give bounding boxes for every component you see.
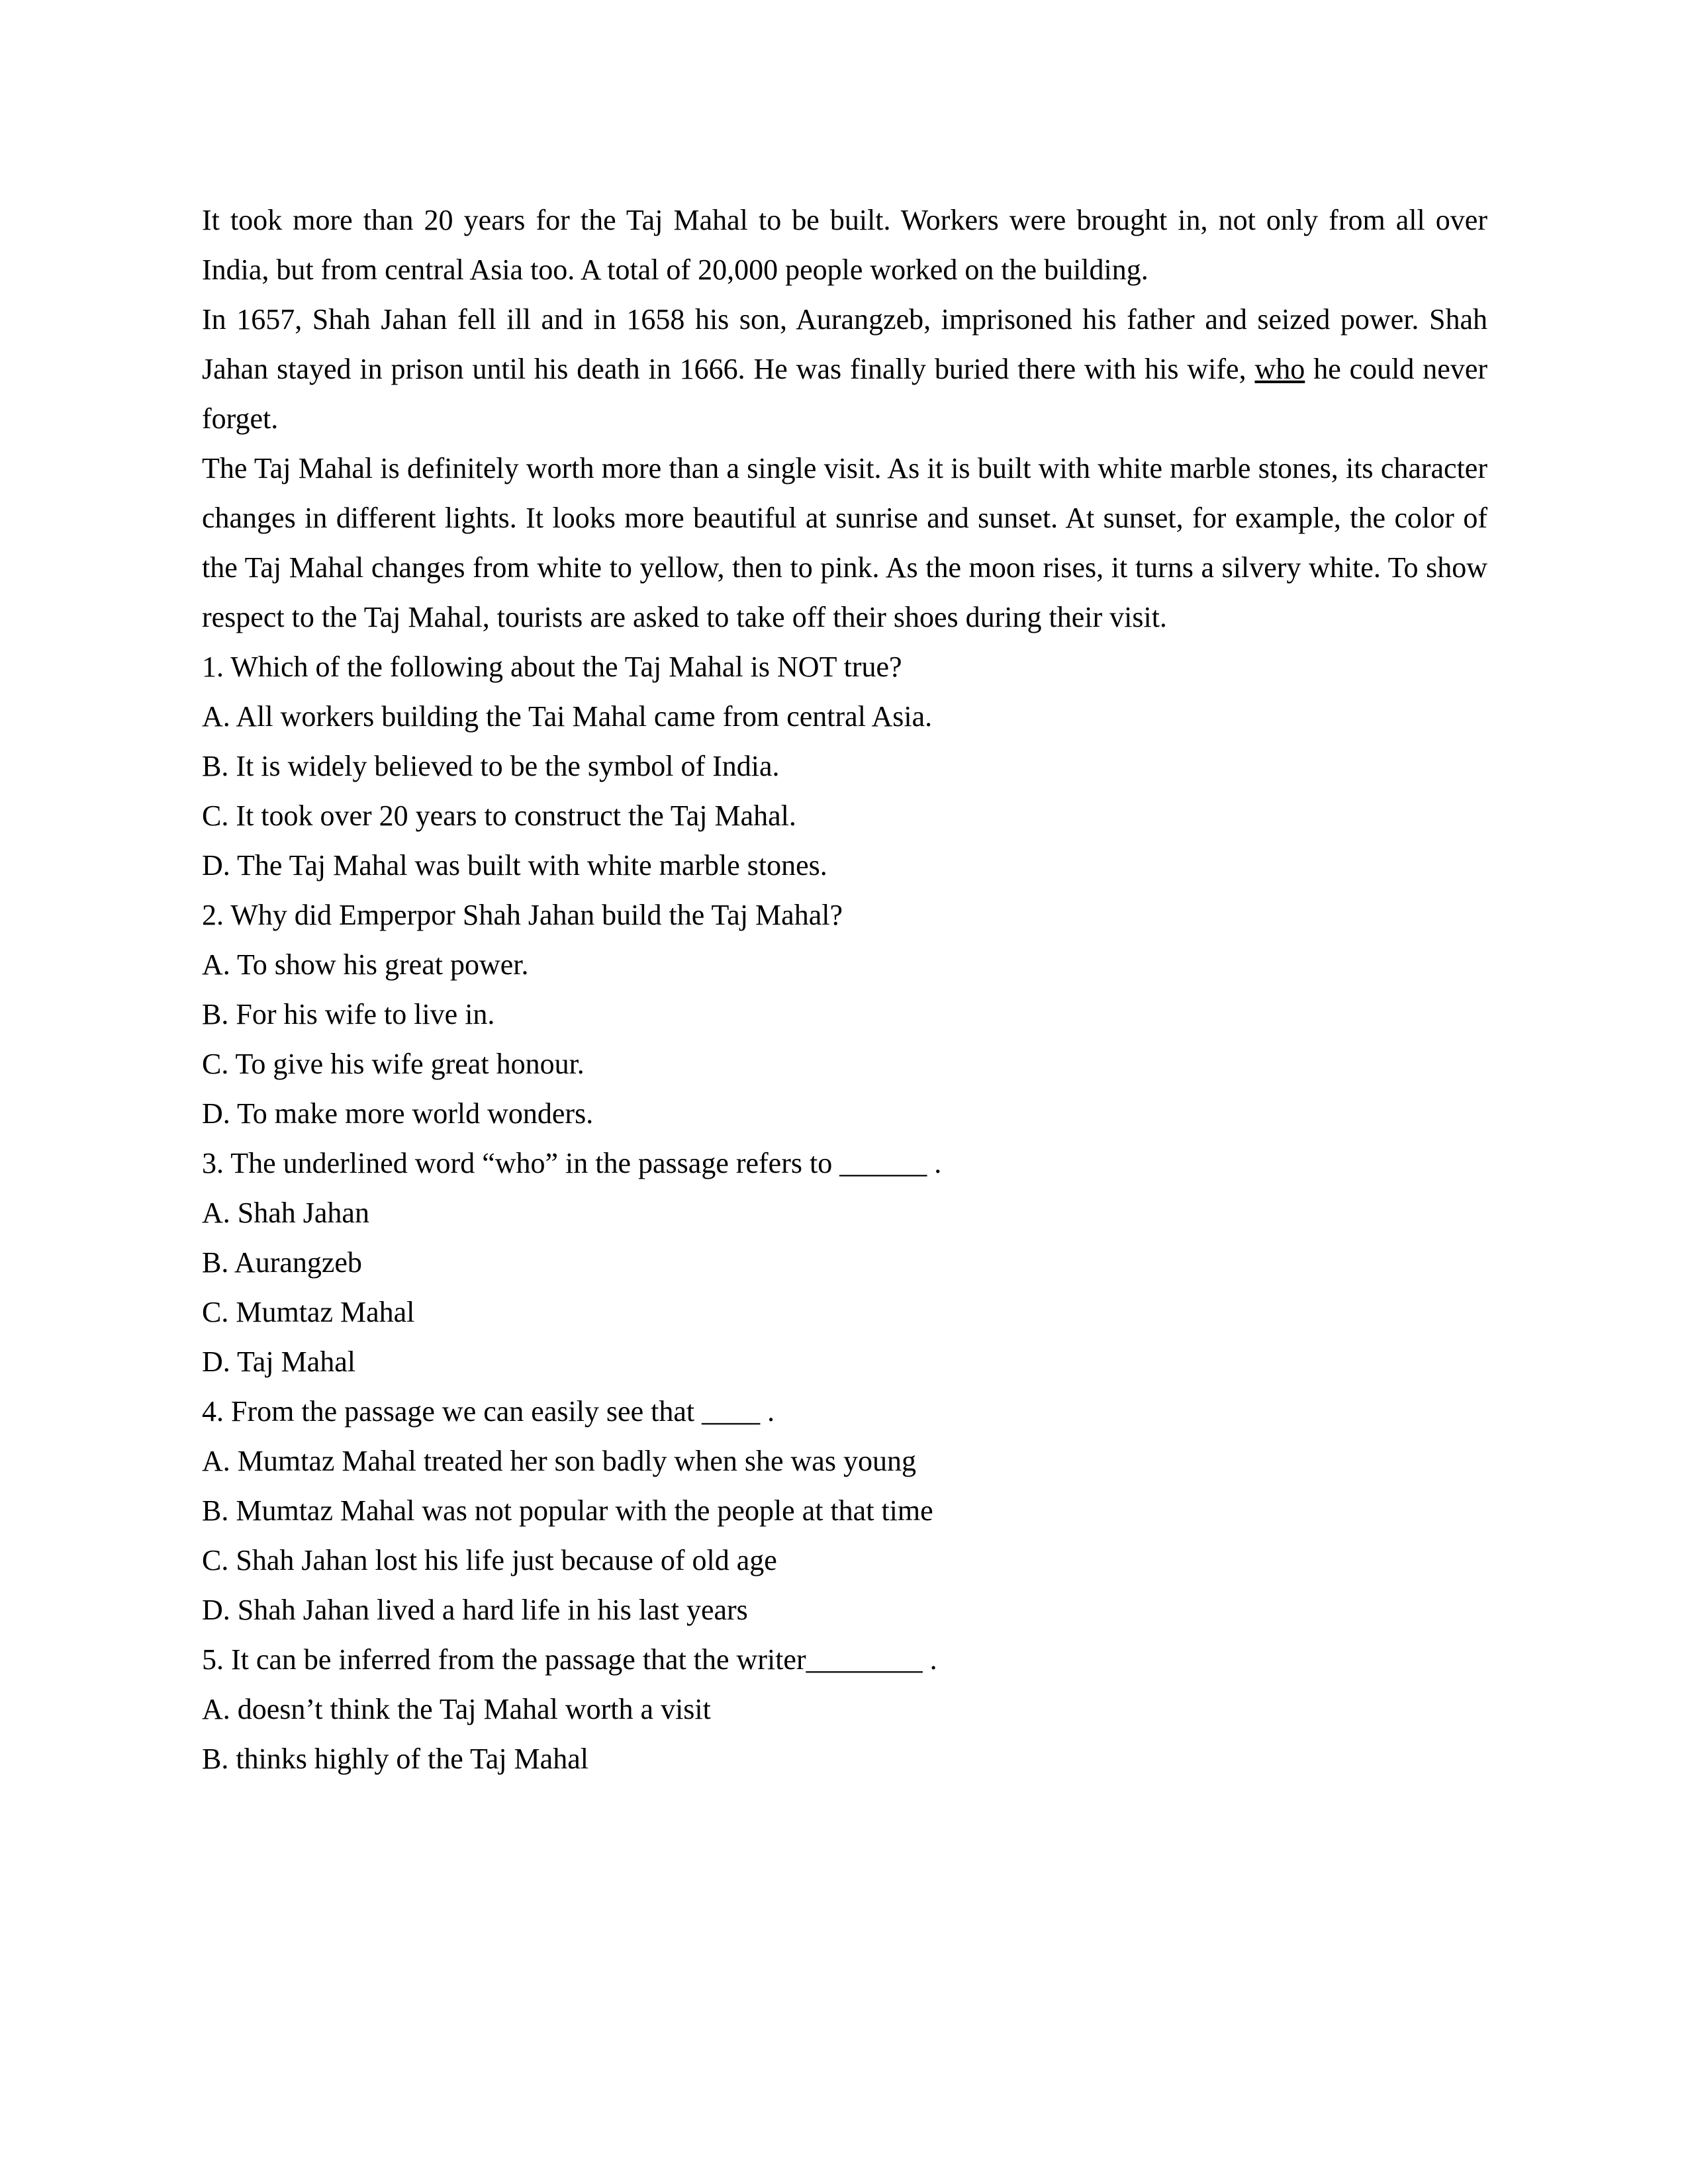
question-1-option-a: A. All workers building the Tai Mahal came from central Asia. xyxy=(202,700,933,733)
question-4-option-c: C. Shah Jahan lost his life just because of old age xyxy=(202,1544,777,1576)
question-1-option-d: D. The Taj Mahal was built with white marble stones. xyxy=(202,849,827,882)
passage-paragraph-1: It took more than 20 years for the Taj Mahal to be built. Workers were brought in, not only from all over India, but from central Asia too. A total of 20,000 people worked on the building. xyxy=(202,204,1487,286)
questions-section xyxy=(202,642,1487,1784)
passage-paragraph-3: The Taj Mahal is definitely worth more than a single visit. As it is built with white marble stones, its character changes in different lights. It looks more beautiful at sunrise and sunset. At sunset, for example, the color of the Taj Mahal changes from white to yellow, then to pink. As the moon rises, it turns a silvery white. To show respect to the Taj Mahal, tourists are asked to take off their shoes during their visit. xyxy=(202,452,1487,633)
underlined-word-who: who xyxy=(1254,353,1305,385)
question-1-text: 1. Which of the following about the Taj Mahal is NOT true? xyxy=(202,651,902,683)
question-2-option-a: A. To show his great power. xyxy=(202,948,529,981)
question-3-option-d: D. Taj Mahal xyxy=(202,1345,355,1378)
question-block-4 xyxy=(202,1387,1487,1635)
question-5-text: 5. It can be inferred from the passage that the writer________ . xyxy=(202,1643,937,1676)
question-block-1 xyxy=(202,642,1487,890)
passage-paragraph-2 xyxy=(202,295,1487,443)
question-3-option-b: B. Aurangzeb xyxy=(202,1246,362,1279)
question-2-option-b: B. For his wife to live in. xyxy=(202,998,495,1030)
paragraph-2-text-after: he could never forget. xyxy=(202,353,1488,435)
question-5-option-a: A. doesn’t think the Taj Mahal worth a visit xyxy=(202,1693,711,1725)
question-1-option-b: B. It is widely believed to be the symbol of India. xyxy=(202,750,780,782)
question-4-option-a: A. Mumtaz Mahal treated her son badly when she was young xyxy=(202,1445,916,1477)
question-3-text: 3. The underlined word “who” in the passage refers to ______ . xyxy=(202,1147,942,1179)
question-4-option-b: B. Mumtaz Mahal was not popular with the people at that time xyxy=(202,1494,933,1527)
question-5-option-b: B. thinks highly of the Taj Mahal xyxy=(202,1743,588,1775)
paragraph-2-text-before: In 1657, Shah Jahan fell ill and in 1658 his son, Aurangzeb, imprisoned his father and seized power. Shah Jahan stayed in prison until his death in 1666. He was finally buried there with his wife, xyxy=(202,303,1487,385)
question-block-3 xyxy=(202,1138,1487,1387)
question-block-2 xyxy=(202,890,1487,1138)
question-2-text: 2. Why did Emperpor Shah Jahan build the Taj Mahal? xyxy=(202,899,843,931)
question-3-option-a: A. Shah Jahan xyxy=(202,1197,369,1229)
question-3-option-c: C. Mumtaz Mahal xyxy=(202,1296,415,1328)
question-1-option-c: C. It took over 20 years to construct the Taj Mahal. xyxy=(202,799,796,832)
question-block-5 xyxy=(202,1635,1487,1784)
question-4-text: 4. From the passage we can easily see that ____ . xyxy=(202,1395,775,1428)
question-2-option-c: C. To give his wife great honour. xyxy=(202,1048,585,1080)
reading-passage xyxy=(202,195,1487,642)
question-2-option-d: D. To make more world wonders. xyxy=(202,1097,594,1130)
question-4-option-d: D. Shah Jahan lived a hard life in his last years xyxy=(202,1594,748,1626)
